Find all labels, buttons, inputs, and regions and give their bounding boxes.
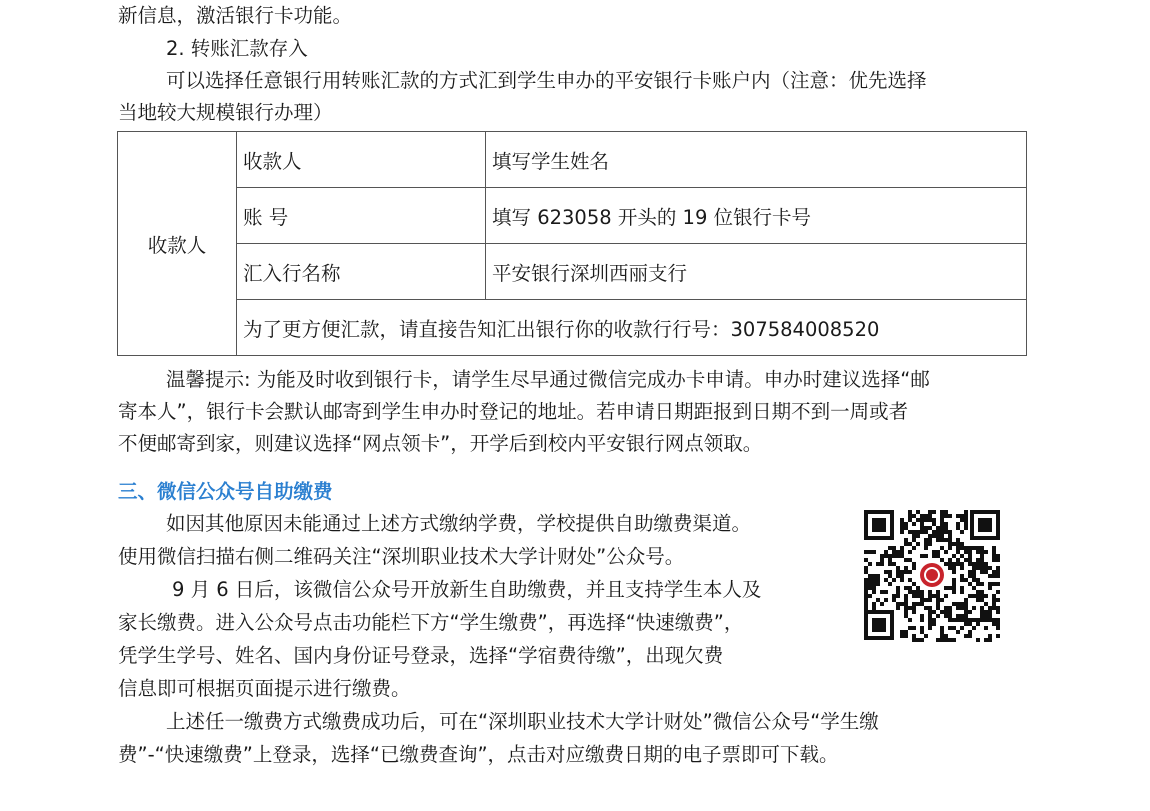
subheading-transfer: 2. 转账汇款存入 — [166, 37, 308, 60]
table-row — [118, 188, 1027, 244]
paragraph-line: 上述任一缴费方式缴费成功后，可在“深圳职业技术大学计财处”微信公众号“学生缴 — [166, 710, 879, 733]
paragraph-line: 9 月 6 日后，该微信公众号开放新生自助缴费，并且支持学生本人及 — [172, 578, 762, 601]
table-cell-key: 汇入行名称 — [237, 244, 486, 300]
table-cell-key: 收款人 — [237, 132, 486, 188]
table-cell-value: 平安银行深圳西丽支行 — [486, 244, 1027, 300]
qr-code-graphic — [862, 508, 1002, 642]
paragraph-line: 当地较大规模银行办理） — [118, 101, 333, 124]
section-heading: 三、微信公众号自助缴费 — [118, 480, 333, 503]
qr-code-icon[interactable] — [862, 508, 1002, 642]
paragraph-line: 信息即可根据页面提示进行缴费。 — [118, 677, 411, 700]
tip-line: 寄本人”，银行卡会默认邮寄到学生申办时登记的地址。若申请日期距报到日期不到一周或者 — [118, 400, 909, 423]
payee-info-table — [117, 131, 1027, 356]
table-side-label: 收款人 — [118, 132, 237, 356]
paragraph-line: 凭学生学号、姓名、国内身份证号登录，选择“学宿费待缴”，出现欠费 — [118, 644, 724, 667]
paragraph-line: 使用微信扫描右侧二维码关注“深圳职业技术大学计财处”公众号。 — [118, 545, 685, 568]
qr-emblem-icon — [920, 563, 944, 587]
paragraph-line: 费”-“快速缴费”上登录，选择“已缴费查询”，点击对应缴费日期的电子票即可下载。 — [118, 743, 839, 766]
table-cell-value: 填写学生姓名 — [486, 132, 1027, 188]
table-cell-value: 填写 623058 开头的 19 位银行卡号 — [486, 188, 1027, 244]
tip-line: 不便邮寄到家，则建议选择“网点领卡”，开学后到校内平安银行网点领取。 — [118, 432, 763, 455]
table-row — [118, 244, 1027, 300]
paragraph-line: 新信息，激活银行卡功能。 — [118, 4, 353, 27]
paragraph-line: 可以选择任意银行用转账汇款的方式汇到学生申办的平安银行卡账户内（注意：优先选择 — [166, 69, 927, 92]
paragraph-line: 家长缴费。进入公众号点击功能栏下方“学生缴费”，再选择“快速缴费”， — [118, 611, 744, 634]
table-row — [118, 132, 1027, 188]
paragraph-line: 如因其他原因未能通过上述方式缴纳学费，学校提供自助缴费渠道。 — [166, 512, 752, 535]
table-row — [118, 300, 1027, 356]
table-note: 为了更方便汇款，请直接告知汇出银行你的收款行行号：307584008520 — [237, 300, 1027, 356]
tip-line: 温馨提示: 为能及时收到银行卡，请学生尽早通过微信完成办卡申请。申办时建议选择“邮 — [166, 368, 930, 391]
table-cell-key: 账 号 — [237, 188, 486, 244]
